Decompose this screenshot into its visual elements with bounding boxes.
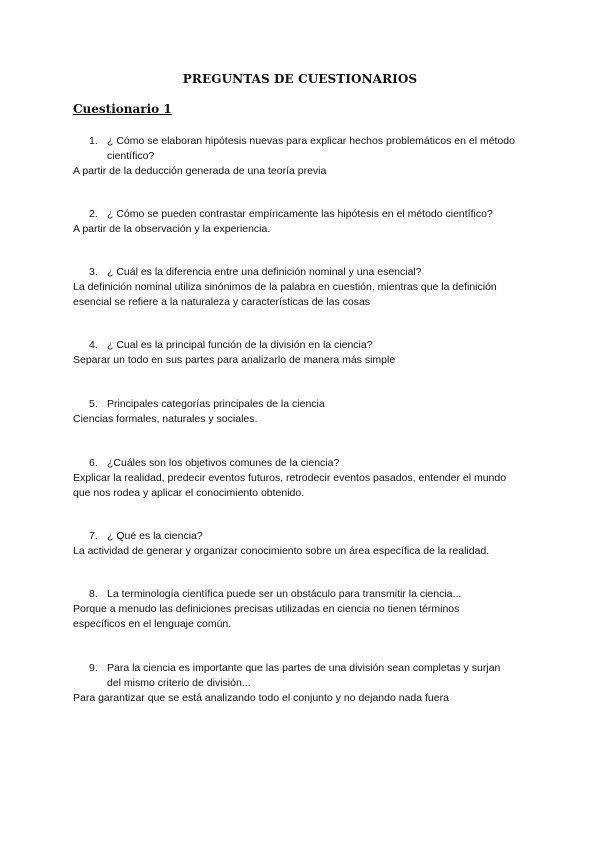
question-number: 9. [89, 662, 98, 674]
question-number: 7. [89, 530, 98, 542]
question [0, 397, 517, 412]
answer: La actividad de generar y organizar conocimiento sobre un área específica de la realidad. [73, 545, 490, 557]
qa-item [0, 207, 600, 237]
question-number: 2. [89, 208, 98, 220]
qa-item [0, 338, 600, 368]
answer: Ciencias formales, naturales y sociales. [73, 413, 258, 425]
question-text: Principales categorías principales de la ciencia [107, 398, 325, 410]
question-text: ¿ Cual es la principal función de la división en la ciencia? [107, 339, 373, 351]
question-text: ¿ Cómo se elaboran hipótesis nuevas para explicar hechos problemáticos en el método científico? [107, 135, 515, 162]
qa-item [0, 587, 600, 632]
answer: Separar un todo en sus partes para analizarlo de manera más simple [73, 354, 396, 366]
page-title: PREGUNTAS DE CUESTIONARIOS [182, 72, 418, 86]
answer: A partir de la deducción generada de una teoría previa [73, 165, 327, 177]
answer: Explicar la realidad, predecir eventos futuros, retrodecir eventos pasados, entender el mundo que nos rodea y aplicar el conocimiento obtenido. [73, 472, 507, 499]
question-text: ¿ Cómo se pueden contrastar empíricamente las hipótesis en el método científico? [107, 208, 493, 220]
question-number: 5. [89, 398, 98, 410]
answer: Para garantizar que se está analizando todo el conjunto y no dejando nada fuera [73, 692, 449, 704]
qa-item [0, 265, 600, 310]
question-number: 8. [89, 588, 98, 600]
question-number: 1. [89, 135, 98, 147]
question-number: 6. [89, 457, 98, 469]
question [0, 456, 517, 471]
question-text: ¿ Cuál es la diferencia entre una definición nominal y una esencial? [107, 266, 422, 278]
question [0, 207, 517, 222]
answer: La definición nominal utiliza sinónimos de la palabra en cuestión, mientras que la definición esencial se refiere a la naturaleza y características de las cosas [73, 281, 497, 308]
qa-item [0, 661, 600, 706]
qa-item [0, 529, 600, 559]
qa-item [0, 134, 600, 179]
question [0, 587, 517, 602]
question [0, 265, 517, 280]
section-heading: Cuestionario 1 [73, 102, 172, 116]
question [0, 338, 517, 353]
answer: Porque a menudo las definiciones precisas utilizadas en ciencia no tienen términos específicos en el lenguaje común. [73, 603, 460, 630]
qa-item [0, 456, 600, 501]
question [0, 529, 517, 544]
question-number: 3. [89, 266, 98, 278]
question-text: ¿ Qué es la ciencia? [107, 530, 203, 542]
question [0, 661, 517, 691]
question-number: 4. [89, 339, 98, 351]
question [0, 134, 517, 164]
question-text: ¿Cuáles son los objetivos comunes de la ciencia? [107, 457, 340, 469]
question-text: Para la ciencia es importante que las partes de una división sean completas y surjan del mismo criterio de división... [107, 662, 501, 689]
question-text: La terminología científica puede ser un obstáculo para transmitir la ciencia... [107, 588, 462, 600]
qa-item [0, 397, 600, 427]
answer: A partir de la observación y la experiencia. [73, 223, 271, 235]
